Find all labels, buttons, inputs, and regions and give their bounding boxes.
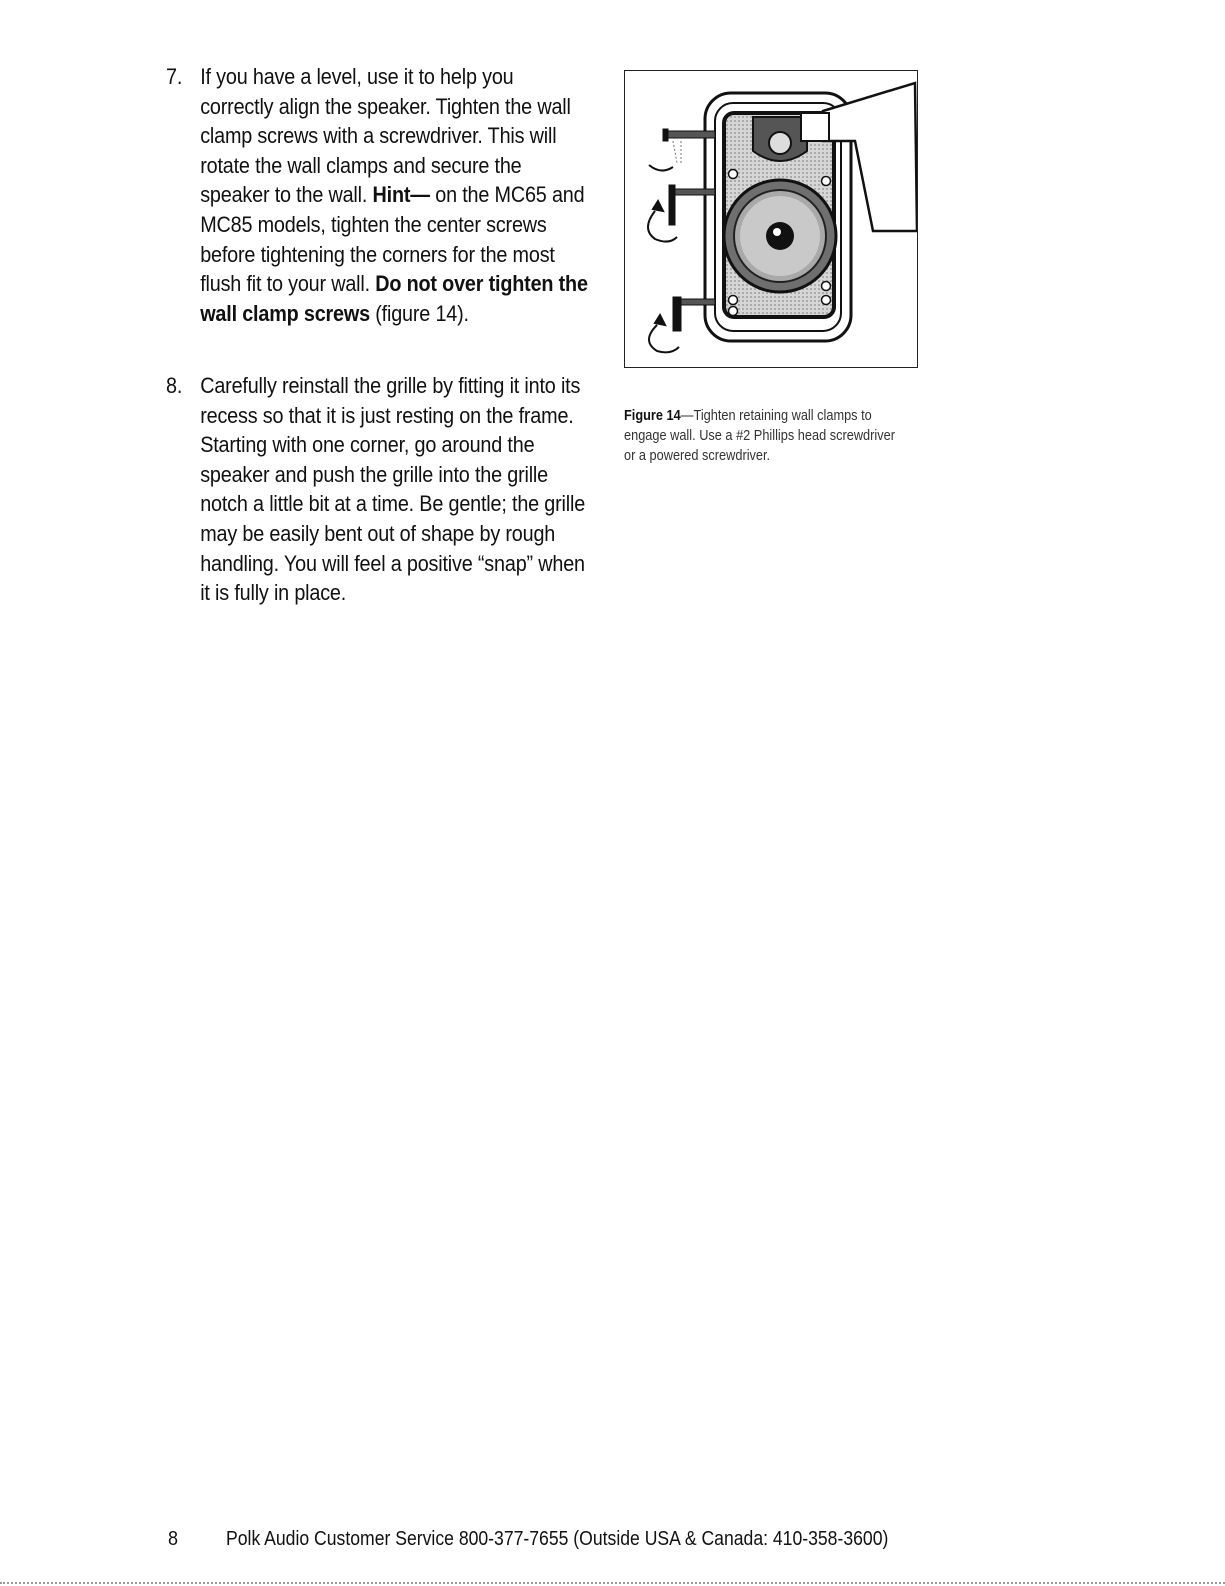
step-text: If you have a level, use it to help you correctly align the speaker. Tighten the wall clamp screws with a screwdriver. This will rotate the wall clamps and secure the speaker to the wall. [200, 64, 571, 208]
figure-caption [624, 406, 897, 466]
hint-label: Hint— [372, 182, 430, 208]
speaker-wall-clamp-illustration [625, 71, 917, 367]
step-text: Carefully reinstall the grille by fitting it into its recess so that it is just resting on the frame. Starting with one corner, go around the speaker and push the grille into the grille notch a little bit at a time. Be gentle; the grille may be easily bent out of shape by rough handling. You will feel a positive “snap” when it is fully in place. [200, 373, 586, 606]
page-edge [0, 1582, 1225, 1586]
warning-text: Do not over tighten the wall clamp screws [200, 271, 588, 326]
step-8 [166, 371, 589, 608]
step-body [200, 62, 589, 328]
figure-label: Figure 14 [624, 408, 681, 424]
figure-reference: (figure 14). [369, 300, 469, 326]
step-body [200, 371, 589, 608]
step-number: 8. [166, 373, 183, 398]
dust-cap [766, 222, 794, 250]
page-number: 8 [168, 1528, 179, 1550]
step-number: 7. [166, 64, 183, 89]
caption-text: —Tighten retaining wall clamps to engage wall. Use a #2 Phillips head screwdriver or a powered screwdriver. [624, 408, 895, 464]
step-7 [166, 62, 589, 328]
step-text: on the MC65 and MC85 models, tighten the center screws before tightening the corners for the most flush fit to your wall. [200, 182, 585, 297]
customer-service-text: Polk Audio Customer Service 800-377-7655 (Outside USA & Canada: 410-358-3600) [226, 1528, 889, 1550]
figure-14 [624, 70, 918, 368]
tweeter-icon [769, 132, 791, 154]
